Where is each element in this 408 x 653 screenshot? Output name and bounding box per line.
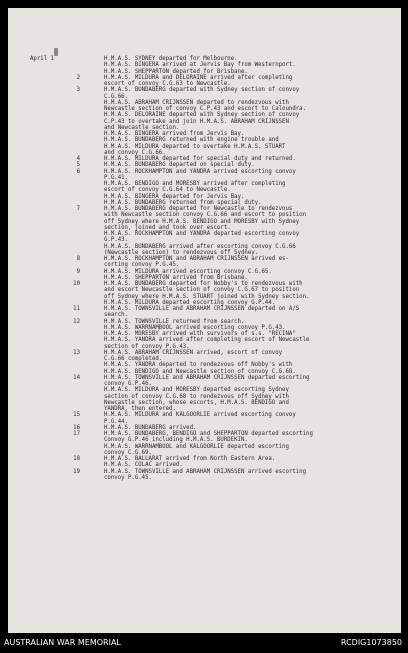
entry-text: H.M.A.S. BUNDABERG departed on special duty. <box>104 162 255 169</box>
entry-text: H.M.A.S. SHEPPARTON arrived from Brisbane. <box>104 274 248 281</box>
entry-text: H.M.A.S. MILDURA departed to overtake H.M.A.S. STUART <box>104 143 286 150</box>
entry-text: H.M.A.S. WARRNAMBOOL arrived escorting convoy P.G.43. <box>104 324 286 331</box>
entry-text: H.M.A.S. MORESBY arrived with survivors of s.s. "RECINA" <box>104 331 296 337</box>
entry-text: section of convoy C.G.68 to rendezvous off Sydney with <box>104 393 289 400</box>
entry-text: and escort Newcastle section of convoy C.G.67 to position <box>104 287 300 294</box>
entry-text: (Newcastle section) to rendezvous off Sydney. <box>104 249 259 256</box>
entry-text: YANDRA, then entered. <box>104 406 176 412</box>
document-page <box>8 8 401 633</box>
entry-text: H.M.A.S. TOWNSVILLE and ABRAHAM CRIJNSSEN departed escorting <box>104 374 310 381</box>
entry-date: 4 <box>76 156 80 162</box>
entry-text: section of convoy P.G.43. <box>104 343 190 350</box>
entry-date: 8 <box>76 256 80 262</box>
entry-text: escort of convoy C.G.63 to Newcastle. <box>104 81 231 87</box>
entry-text: H.M.A.S. MILDURA departed escorting convoy G.P.44. <box>104 299 276 306</box>
entry-text: H.M.A.S. MILDURA departed for special duty and returned. <box>104 156 296 162</box>
entry-text: H.M.A.S. BUNDABERG departed with Sydney section of convoy <box>104 87 300 94</box>
entry-text: H.M.A.S. SHEPPARTON departed for Brisbane. <box>104 68 248 75</box>
entry-text: Convoy G.P.46 including H.M.A.S. BURDEKIN. <box>104 437 248 444</box>
entry-text: H.M.A.S. BUNDABERG departed for Nobby's to rendezvous with <box>104 281 303 287</box>
entry-text: H.M.A.S. ABRAHAM CRIJNSSEN arrived, escort of convoy <box>104 349 283 356</box>
entry-text: H.M.A.S. BUNDABERG arrived after escorting convoy C.G.66 <box>104 243 296 250</box>
archive-footer <box>0 633 408 653</box>
entry-date: 9 <box>76 268 80 275</box>
entry-date: 16 <box>73 424 80 431</box>
entry-date: 14 <box>73 374 80 381</box>
entry-date: 2 <box>76 74 80 81</box>
entry-text: and Newcastle section. <box>104 124 180 131</box>
entry-text: H.M.A.S. BENDIGO and Newcastle section of convoy C.G.68. <box>104 368 296 375</box>
entry-text: P.G.41. <box>104 174 128 181</box>
entry-text: H.M.A.S. TOWNSVILLE and ABRAHAM CRIJNSSEN arrived escorting <box>104 468 307 475</box>
entry-text: H.M.A.S. MILDURA and MORESBY departed escorting Sydney <box>104 387 289 394</box>
entry-date: 13 <box>73 349 80 356</box>
entry-text: C.P.43 to overtake and join H.M.A.S. ABRAHAM CRIJNSSEN <box>104 118 289 125</box>
institution-label: AUSTRALIAN WAR MEMORIAL <box>4 638 121 647</box>
entry-text: corting convoy P.G.45. <box>104 262 180 269</box>
entry-text: convoy P.G.45. <box>104 474 152 481</box>
entry-text: convoy C.G.69. <box>104 449 152 456</box>
entry-text: H.M.A.S. BENDIGO and MORESBY arrived after completing <box>104 181 286 187</box>
entry-text: H.M.A.S. COLAC arrived. <box>104 462 183 469</box>
entry-text: Newcastle section, whose escorts, H.M.A.S. BENDIGO and <box>104 399 289 406</box>
entry-text: with Newcastle section convoy C.G.66 and escort to position <box>104 212 307 219</box>
entry-text: H.M.A.S. ABRAHAM CRIJNSSEN departed to rendezvous with <box>104 99 289 106</box>
entry-text: H.M.A.S. ROCKHAMPTON and ABRAHAM CRIJNSSEN arrived es- <box>104 256 289 262</box>
entry-date: 6 <box>76 168 80 175</box>
entry-date: April 1 <box>30 56 54 62</box>
entry-date: 19 <box>73 468 80 475</box>
entry-text: H.M.A.S. YANDRA departed to rendezvous off Nobby's with <box>104 362 293 369</box>
entry-text: off Sydney where H.M.A.S. BENDIGO and MORESBY with Sydney <box>104 218 300 225</box>
entry-text: off Sydney where H.M.A.S. STUART joined with Sydney section. <box>104 293 310 300</box>
entry-date: 18 <box>73 456 80 462</box>
binder-clip-mark <box>54 48 58 56</box>
entry-text: escort of convoy C.G.64 to Newcastle. <box>104 187 231 194</box>
entry-date: 15 <box>73 412 80 419</box>
entry-text: H.M.A.S. BINGERA arrived from Jervis Bay. <box>104 131 245 137</box>
entry-date: 10 <box>73 281 80 287</box>
entry-date: 3 <box>76 87 80 94</box>
entry-text: H.M.A.S. SYDNEY departed for Melbourne. <box>104 56 238 62</box>
entry-text: H.M.A.S. BUNDABERG returned from special duty. <box>104 199 262 206</box>
entry-text: H.M.A.S. BUNDABERG, BENDIGO and SHEPPARTON departed escorting <box>104 431 313 437</box>
entry-text: H.M.A.S. DELORAINE departed with Sydney section of convoy <box>104 112 300 119</box>
entry-text: H.M.A.S. TOWNSVILLE returned from search. <box>104 318 245 325</box>
entry-text: C.G.66 completed. <box>104 356 163 362</box>
entry-text: H.M.A.S. BUNDABERG arrived. <box>104 424 197 431</box>
entry-text: search. <box>104 312 128 319</box>
entry-text: G.P.43. <box>104 237 128 244</box>
entry-text: H.M.A.S. YANDRA arrived after completing escort of Newcastle <box>104 337 310 344</box>
entry-text: H.M.A.S. BALLARAT arrived from North Eastern Area. <box>104 456 276 462</box>
entry-text: H.M.A.S. BUNDABERG departed for Newcastle to rendezvous <box>104 206 293 212</box>
entry-text: P.G.44. <box>104 418 128 425</box>
entry-text: H.M.A.S. WARRNAMBOOL and KALGOORLIE departed escorting <box>104 443 289 450</box>
entry-date: 5 <box>76 162 80 169</box>
entry-date: 17 <box>73 431 80 437</box>
log-entry <box>8 475 401 481</box>
entry-text: H.M.A.S. ROCKHAMPTON and YANDRA arrived escorting convoy <box>104 168 296 175</box>
entry-date: 12 <box>73 318 80 325</box>
entry-text: H.M.A.S. BINGERA departed for Jervis Bay. <box>104 193 245 200</box>
entry-text: H.M.A.S. MILDURA and KALGOORLIE arrived escorting convoy <box>104 412 296 419</box>
entry-text: H.M.A.S. TOWNSVILLE and ABRAHAM CRIJNSSEN departed on A/S <box>104 306 300 312</box>
entry-date: 11 <box>73 306 80 312</box>
entry-text: section, joined and took over escort. <box>104 224 231 231</box>
entry-text: H.M.A.S. BINGERA arrived at Jervis Bay from Westernport. <box>104 62 296 69</box>
entry-text: C.G.66. <box>104 93 128 100</box>
log-entries <box>8 56 401 481</box>
entry-date: 7 <box>76 206 80 212</box>
entry-text: H.M.A.S. MILDURA and DELORAINE arrived after completing <box>104 74 293 81</box>
entry-text: Newcastle section of convoy C.P.43 and escort to Caloundra. <box>104 106 307 112</box>
entry-text: and convoy C.G.66. <box>104 149 166 156</box>
entry-text: convoy G.P.46. <box>104 381 152 387</box>
entry-text: H.M.A.S. BUNDABERG returned with engine trouble and <box>104 137 279 144</box>
entry-text: H.M.A.S. ROCKHAMPTON and YANDRA departed escorting convoy <box>104 231 300 237</box>
item-id-label: RCDIG1073850 <box>340 638 402 647</box>
entry-text: H.M.A.S. MILDURA arrived escorting convoy C.G.65. <box>104 268 272 275</box>
